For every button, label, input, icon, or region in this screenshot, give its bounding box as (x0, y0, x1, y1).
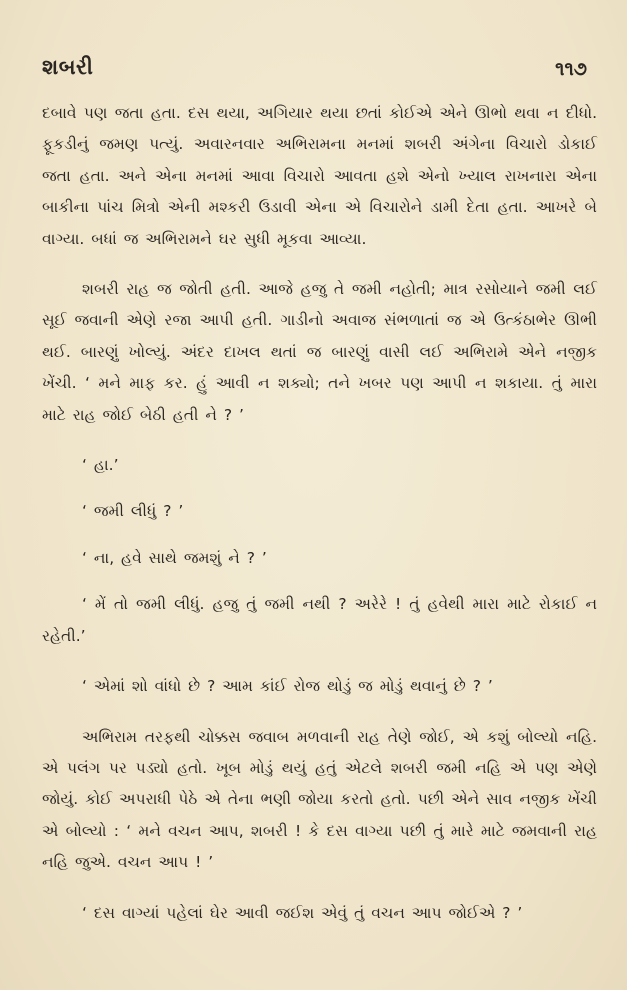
paragraph-1: દબાવે પણ જતા હતા. દસ થયા, અગિયાર થયા છતાં કોઈએ એને ઊભો થવા ન દીધો. ફૂકડીનું જમણ પત્યું. અવારનવાર અભિરામના મનમાં શબરી અંગેના વિચારો ડોકાઈ જતા હતા. અને એના મનમાં આવા વિચારો આવતા હશે એનો ખ્યાલ રાખનારા એના બાકીના પાંચ મિત્રો એની મશ્કરી ઉડાવી એના એ વિચારોને ડામી દેતા હતા. આખરે બે વાગ્યા. બધાં જ અભિરામને ઘર સુધી મૂકવા આવ્યા. (42, 104, 597, 248)
running-head: શબરી (42, 55, 94, 79)
dialogue-line-6: ‘ દસ વાગ્યાં પહેલાં ઘેર આવી જઈશ એવું તું વચન આપ જોઈએ ? ’ (82, 903, 523, 922)
paragraph-3: અભિરામ તરફથી ચોક્કસ જવાબ મળવાની રાહ તેણે જોઈ, એ કશું બોલ્યો નહિ. એ પલંગ પર પડ્યો હતો. ખૂબ મોડું થયું હતું એટલે શબરી જમી નહિ એ પણ એણે જોયું. કોઈ અપરાધી પેઠે એ તેના ભણી જોયા કરતો હતો. પછી એને સાવ નજીક ખેંચી એ બોલ્યો : ‘ મને વચન આપ, શબરી ! કે દસ વાગ્યા પછી તું મારે માટે જમવાની રાહ નહિ જુએ. વચન આપ ! ’ (42, 727, 597, 872)
dialogue-line-5: ‘ એમાં શો વાંધો છે ? આમ કાંઈ રોજ થોડું જ મોડું થવાનું છે ? ’ (82, 677, 493, 696)
body-text (42, 98, 597, 929)
dialogue-line-4: ‘ મેં તો જમી લીધું. હજુ તું જમી નથી ? અરેરે ! તું હવેથી મારા માટે રોકાઈ ન રહેતી.’ (42, 595, 597, 645)
paragraph-2: શબરી રાહ જ જોતી હતી. આજે હજુ તે જમી નહોતી; માત્ર રસોયાને જમી લઈ સૂઈ જવાની એણે રજા આપી હતી. ગાડીનો અવાજ સંભળાતાં જ એ ઉત્કંઠાભેર ઊભી થઈ. બારણું ખોલ્યું. અંદર દાખલ થતાં જ બારણું વાસી લઈ અભિરામે એને નજીક ખેંચી. ‘ મને માફ કર. હું આવી ન શક્યો; તને ખબર પણ આપી ન શકાયા. તું મારા માટે રાહ જોઈ બેઠી હતી ને ? ’ (42, 280, 597, 424)
dialogue-line-1: ‘ હા.’ (82, 456, 119, 475)
page-number: ૧૧૭ (555, 58, 587, 80)
page-header (42, 40, 597, 80)
dialogue-line-3: ‘ ના, હવે સાથે જમશું ને ? ’ (82, 548, 267, 567)
dialogue-line-2: ‘ જમી લીધું ? ’ (82, 502, 184, 521)
